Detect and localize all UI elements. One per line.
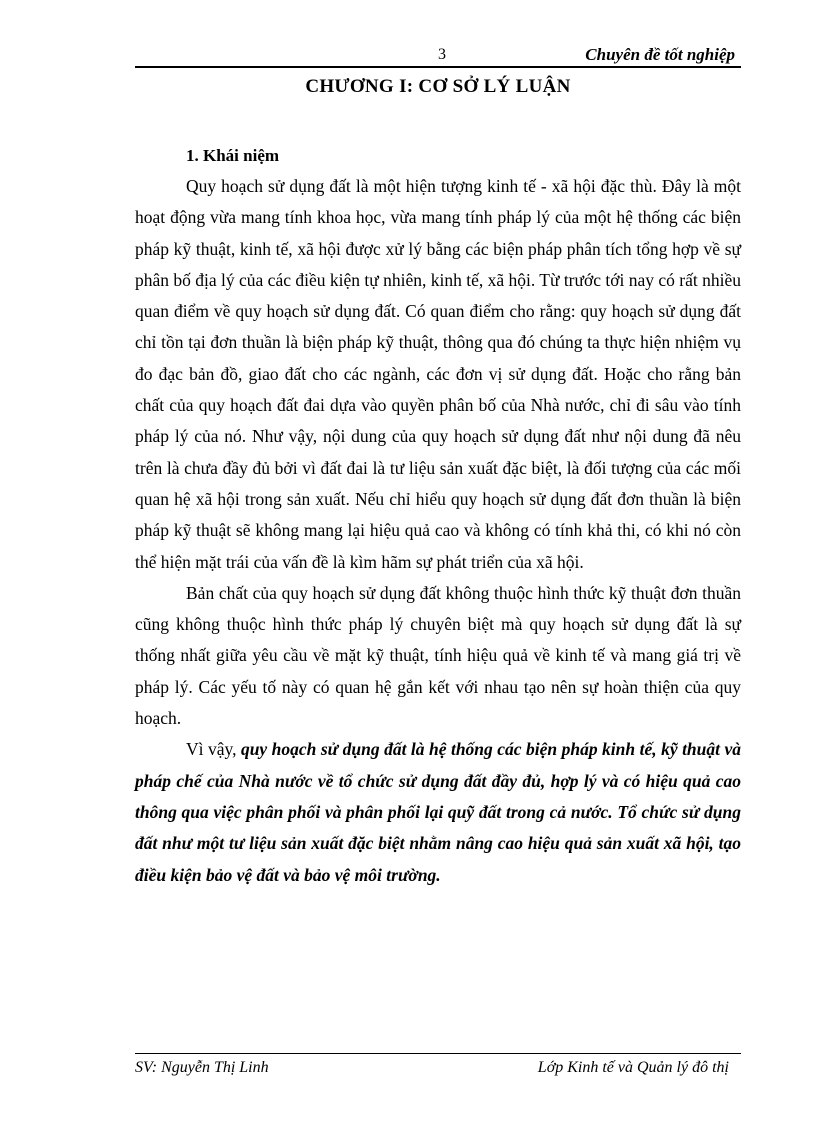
section-title: 1. Khái niệm xyxy=(186,146,280,165)
paragraph-3 xyxy=(135,734,741,890)
paragraph-1: Quy hoạch sử dụng đất là một hiện tượng kinh tế - xã hội đặc thù. Đây là một hoạt động vừa mang tính khoa học, vừa mang tính pháp lý của một hệ thống các biện pháp kỹ thuật, kinh tế, xã hội được xử lý bằng các biện pháp phân tích tổng hợp về sự phân bố địa lý của các điều kiện tự nhiên, kinh tế, xã hội. Từ trước tới nay có rất nhiều quan điểm về quy hoạch sử dụng đất. Có quan điểm cho rằng: quy hoạch sử dụng đất chỉ tồn tại đơn thuần là biện pháp kỹ thuật, thông qua đó chúng ta thực hiện nhiệm vụ đo đạc bản đồ, giao đất cho các ngành, các đơn vị sử dụng đất. Hoặc cho rằng bản chất của quy hoạch đất đai dựa vào quyền phân bố của Nhà nước, chỉ đi sâu vào tính pháp lý của nó. Như vậy, nội dung của quy hoạch sử dụng đất như nội dung đã nêu trên là chưa đầy đủ bởi vì đất đai là tư liệu sản xuất đặc biệt, là đối tượng của các mối quan hệ xã hội trong sản xuất. Nếu chỉ hiểu quy hoạch sử dụng đất đơn thuần là biện pháp kỹ thuật sẽ không mang lại hiệu quả cao và không có tính khả thi, có khi nó còn thể hiện mặt trái của vấn đề là kìm hãm sự phát triển của xã hội. xyxy=(135,176,741,572)
page-footer xyxy=(135,1053,741,1078)
paragraph-3-lead: Vì vậy, xyxy=(186,739,241,760)
paragraph-3-emphasis: quy hoạch sử dụng đất là hệ thống các biện pháp kinh tế, kỹ thuật và pháp chế của Nhà nước về tổ chức sử dụng đất đầy đủ, hợp lý và có hiệu quả cao thông qua việc phân phối và phân phối lại quỹ đất trong cả nước. Tổ chức sử dụng đất như một tư liệu sản xuất đặc biệt nhằm nâng cao hiệu quả sản xuất xã hội, tạo điều kiện bảo vệ đất và bảo vệ môi trường. xyxy=(135,739,741,885)
footer-class: Lớp Kinh tế và Quản lý đô thị xyxy=(537,1059,729,1076)
page-number: 3 xyxy=(438,46,446,63)
header-title: Chuyên đề tốt nghiệp xyxy=(585,45,735,64)
footer-student: SV: Nguyễn Thị Linh xyxy=(135,1059,269,1076)
chapter-title: CHƯƠNG I: CƠ SỞ LÝ LUẬN xyxy=(305,76,571,97)
body-text xyxy=(135,171,741,891)
page-header xyxy=(135,44,741,68)
paragraph-2: Bản chất của quy hoạch sử dụng đất không thuộc hình thức kỹ thuật đơn thuần cũng không thuộc hình thức pháp lý chuyên biệt mà quy hoạch sử dụng đất là sự thống nhất giữa yêu cầu về mặt kỹ thuật, tính hiệu quả về kinh tế và mang giá trị về pháp lý. Các yếu tố này có quan hệ gắn kết với nhau tạo nên sự hoàn thiện của quy hoạch. xyxy=(135,582,741,729)
